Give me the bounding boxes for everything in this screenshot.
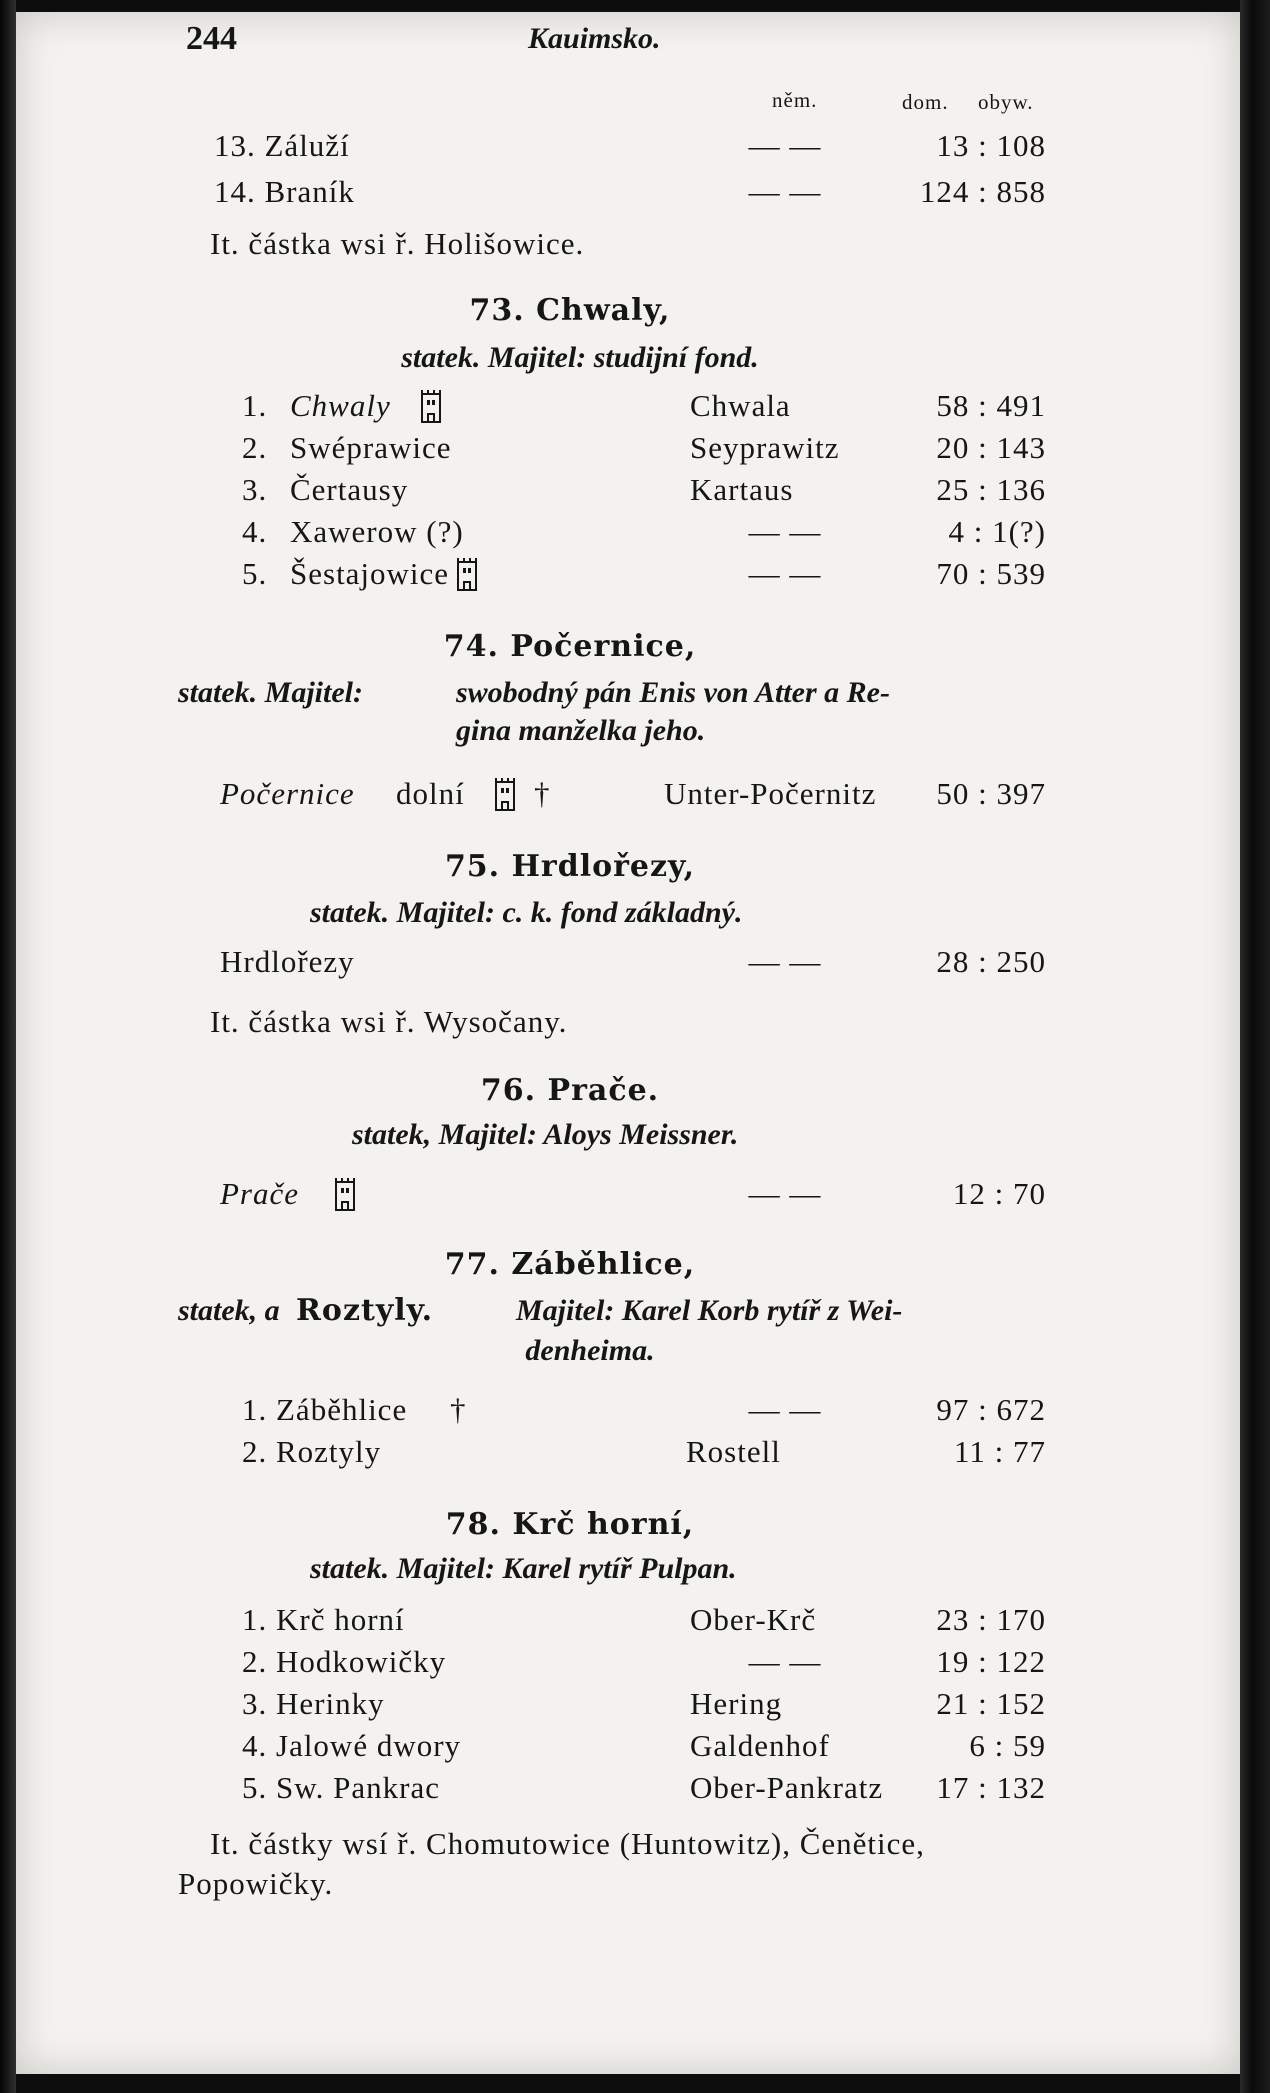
entry-count: 6 : 59 bbox=[969, 1728, 1046, 1763]
entry-number: 2. bbox=[242, 430, 268, 465]
entry-name: Čertausy bbox=[290, 472, 409, 507]
church-cross-icon: † bbox=[534, 776, 551, 811]
entry-count: 12 : 70 bbox=[952, 1176, 1046, 1211]
running-title: Kauimsko. bbox=[528, 22, 661, 55]
entry-count: 58 : 491 bbox=[936, 388, 1046, 423]
section-owner: statek. Majitel: studijní fond. bbox=[401, 341, 759, 374]
entry-name: Xawerow (?) bbox=[290, 514, 464, 549]
entry-number: 1. bbox=[242, 388, 268, 423]
entry-number: 3. bbox=[242, 472, 268, 507]
col-head-dom: dom. bbox=[902, 90, 949, 114]
entry-label: 2. Hodkowičky bbox=[242, 1644, 447, 1679]
entry-german: Hering bbox=[690, 1686, 783, 1721]
entry-label: 1. Krč horní bbox=[242, 1602, 405, 1637]
col-head-nem: něm. bbox=[772, 88, 818, 112]
entry-count: 23 : 170 bbox=[936, 1602, 1046, 1637]
entry-german: Galdenhof bbox=[690, 1728, 830, 1763]
section-owner-place: Roztyly. bbox=[296, 1293, 434, 1328]
section-owner-lead: statek, a bbox=[178, 1294, 280, 1327]
church-cross-icon: † bbox=[450, 1392, 467, 1427]
entry-name: Počernice bbox=[220, 776, 355, 811]
castle-icon bbox=[494, 778, 516, 812]
entry-german: — — bbox=[748, 514, 822, 549]
entry-name: Prače bbox=[220, 1176, 300, 1211]
entry-count: 21 : 152 bbox=[936, 1686, 1046, 1721]
col-head-obyw: obyw. bbox=[978, 90, 1034, 114]
note-text-cont: Popowičky. bbox=[178, 1866, 334, 1901]
section-owner-cont: gina manželka jeho. bbox=[456, 714, 706, 747]
section-heading: 75. Hrdlořezy, bbox=[444, 849, 696, 884]
entry-count: 11 : 77 bbox=[954, 1434, 1046, 1469]
entry-german: — — bbox=[748, 1176, 822, 1211]
book-edge-right bbox=[1240, 0, 1270, 2093]
entry-label: 2. Roztyly bbox=[242, 1434, 382, 1469]
section-owner: statek, Majitel: Aloys Meissner. bbox=[352, 1118, 739, 1151]
entry-german: Seyprawitz bbox=[690, 430, 840, 465]
list-item-count: 13 : 108 bbox=[936, 128, 1046, 163]
page-shadow-left bbox=[0, 0, 16, 2093]
list-item-label: 14. Braník bbox=[214, 174, 355, 209]
entry-name: Chwaly bbox=[290, 388, 391, 423]
entry-number: 5. bbox=[242, 556, 268, 591]
entry-name: Swéprawice bbox=[290, 430, 452, 465]
section-heading: 76. Prače. bbox=[480, 1073, 660, 1108]
list-item-german: — — bbox=[748, 128, 822, 163]
entry-german: Kartaus bbox=[690, 472, 794, 507]
entry-label: 5. Sw. Pankrac bbox=[242, 1770, 440, 1805]
page-number: 244 bbox=[186, 20, 237, 57]
list-item-german: — — bbox=[748, 174, 822, 209]
section-owner: statek. Majitel: c. k. fond základný. bbox=[310, 896, 743, 929]
entry-german: — — bbox=[748, 556, 822, 591]
entry-count: 20 : 143 bbox=[936, 430, 1046, 465]
section-heading: 78. Krč horní, bbox=[445, 1507, 695, 1542]
list-item-label: 13. Záluží bbox=[214, 128, 350, 163]
entry-name: Hrdlořezy bbox=[220, 944, 355, 979]
entry-count: 4 : 1(?) bbox=[948, 514, 1046, 549]
entry-count: 97 : 672 bbox=[936, 1392, 1046, 1427]
section-heading: 77. Záběhlice, bbox=[444, 1247, 696, 1282]
entry-number: 4. bbox=[242, 514, 268, 549]
note-text: It. částka wsi ř. Holišowice. bbox=[210, 226, 585, 261]
entry-german: Unter-Počernitz bbox=[664, 776, 877, 811]
castle-icon bbox=[420, 390, 442, 424]
castle-icon bbox=[334, 1178, 356, 1212]
entry-name: Šestajowice bbox=[290, 556, 450, 591]
section-heading: 73. Chwaly, bbox=[469, 293, 671, 328]
entry-count: 50 : 397 bbox=[936, 776, 1046, 811]
entry-german: — — bbox=[748, 944, 822, 979]
entry-count: 17 : 132 bbox=[936, 1770, 1046, 1805]
entry-count: 19 : 122 bbox=[936, 1644, 1046, 1679]
list-item-count: 124 : 858 bbox=[919, 174, 1046, 209]
entry-label: 4. Jalowé dwory bbox=[242, 1728, 462, 1763]
note-text: It. částka wsi ř. Wysočany. bbox=[210, 1004, 568, 1039]
entry-count: 25 : 136 bbox=[936, 472, 1046, 507]
section-owner-cont: swobodný pán Enis von Atter a Re- bbox=[456, 676, 890, 709]
section-owner: statek. Majitel: Karel rytíř Pulpan. bbox=[310, 1552, 737, 1585]
entry-german: Ober-Krč bbox=[690, 1602, 817, 1637]
castle-icon bbox=[456, 558, 478, 592]
entry-german: — — bbox=[748, 1392, 822, 1427]
note-text: It. částky wsí ř. Chomutowice (Huntowitz), Čenětice, bbox=[210, 1826, 925, 1861]
entry-german: Chwala bbox=[690, 388, 791, 423]
section-owner: statek. Majitel: bbox=[178, 676, 363, 709]
entry-german: Ober-Pankratz bbox=[690, 1770, 884, 1805]
entry-name-qualifier: dolní bbox=[396, 776, 465, 811]
entry-count: 70 : 539 bbox=[936, 556, 1046, 591]
entry-german: Rostell bbox=[686, 1434, 781, 1469]
entry-count: 28 : 250 bbox=[936, 944, 1046, 979]
entry-german: — — bbox=[748, 1644, 822, 1679]
section-heading: 74. Počernice, bbox=[443, 629, 697, 664]
entry-label: 1. Záběhlice bbox=[242, 1392, 408, 1427]
section-owner-cont: denheima. bbox=[525, 1334, 655, 1367]
entry-label: 3. Herinky bbox=[242, 1686, 385, 1721]
section-owner: Majitel: Karel Korb rytíř z Wei- bbox=[516, 1294, 903, 1327]
